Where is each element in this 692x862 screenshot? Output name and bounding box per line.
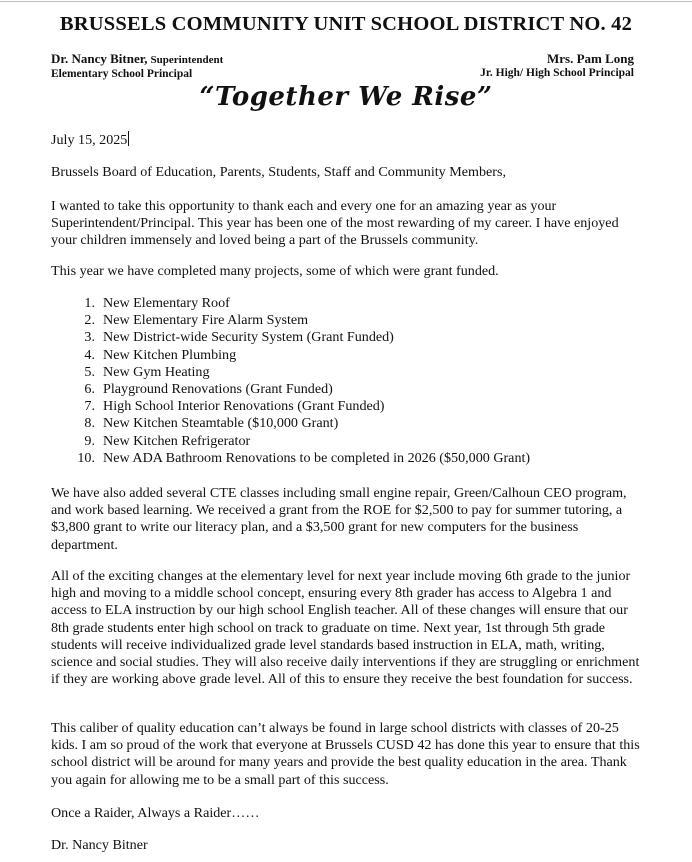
project-text: New Kitchen Steamtable ($10,000 Grant) [103,415,339,432]
paragraph-projects-intro: This year we have completed many projects, some of which were grant funded. [51,263,499,279]
project-number: 4. [84,346,95,363]
letter-date: July 15, 2025 [51,132,128,148]
letter-date-line[interactable] [51,131,641,149]
district-motto: “Together We Rise” [199,82,493,112]
principal-name: Mrs. Pam Long [546,51,634,66]
project-number: 5. [84,363,95,380]
superintendent-name: Dr. Nancy Bitner, [51,51,148,66]
project-number: 7. [84,398,95,415]
project-list-item [73,364,530,381]
project-text: Playground Renovations (Grant Funded) [103,381,333,398]
project-number: 10. [77,449,95,466]
superintendent-title: Superintendent [150,54,224,66]
projects-list [73,295,530,467]
project-text: New ADA Bathroom Renovations to be completed in 2026 ($50,000 Grant) [103,449,531,466]
project-list-item [73,295,530,312]
closing-line: Once a Raider, Always a Raider…… [51,805,260,821]
project-list-item [73,347,530,364]
project-list-item [73,381,530,398]
district-name: BRUSSELS COMMUNITY UNIT SCHOOL DISTRICT NO. 42 [59,13,633,35]
project-text: New Gym Heating [103,363,210,380]
high-school-principal-title: Jr. High/ High School Principal [480,67,634,79]
principal-block [480,52,634,80]
project-text: New District-wide Security System (Grant Funded) [103,329,394,346]
project-number: 2. [84,312,95,329]
project-list-item [73,398,530,415]
elementary-principal-title: Elementary School Principal [51,68,193,80]
paragraph-thanks: I wanted to take this opportunity to thank each and every one for an amazing year as your Superintendent/Principal. This year has been one of the most rewarding of my career. I have enjoyed your children immensely and loved being a part of the Brussels community. [51,198,619,249]
project-number: 3. [84,329,95,346]
salutation: Brussels Board of Education, Parents, Students, Staff and Community Members, [51,164,506,180]
project-text: New Kitchen Plumbing [103,346,237,363]
project-number: 1. [84,295,95,311]
paragraph-cte-grants: We have also added several CTE classes including small engine repair, Green/Calhoun CEO program, and work based learning. We received a grant from the ROE for $2,500 to pay for summer tutoring, a $3,800 grant to write our literacy plan, and a $3,500 grant for new computers for the business department. [51,485,627,553]
project-text: New Kitchen Refrigerator [103,432,251,449]
project-list-item [73,433,530,450]
project-text: New Elementary Roof [103,295,230,311]
text-cursor [128,131,129,146]
project-list-item [73,312,530,329]
project-number: 9. [84,432,95,449]
paragraph-quality-education: This caliber of quality education can’t always be found in large school districts with classes of 20-25 kids. I am so proud of the work that everyone at Brussels CUSD 42 has done this year to ensure that this school district will be around for many years and provide the best quality education in the area. Thank you again for allowing me to be a small part of this success. [51,720,640,788]
superintendent-block [51,52,223,81]
project-number: 6. [84,381,95,398]
project-text: New Elementary Fire Alarm System [103,312,309,329]
project-list-item [73,329,530,346]
project-list-item [73,415,530,432]
project-list-item [73,450,530,467]
signer-name: Dr. Nancy Bitner [51,837,148,853]
paragraph-elementary-changes: All of the exciting changes at the elementary level for next year include moving 6th grade to the junior high and moving to a middle school concept, ensuring every 8th grader has access to Algebra 1 and access to ELA instruction by our high school English teacher. All of these changes will ensure that our 8th grade students enter high school on track to graduate on time. Next year, 1st through 5th grade students will receive individualized grade level standards based instruction in ELA, math, writing, science and social studies. They will also receive daily interventions if they are struggling or enrichment if they are working above grade level. All of this to ensure they receive the best foundation for success. [51,568,640,688]
project-text: High School Interior Renovations (Grant Funded) [103,398,385,415]
page-top-border [0,1,692,2]
project-number: 8. [84,415,95,432]
